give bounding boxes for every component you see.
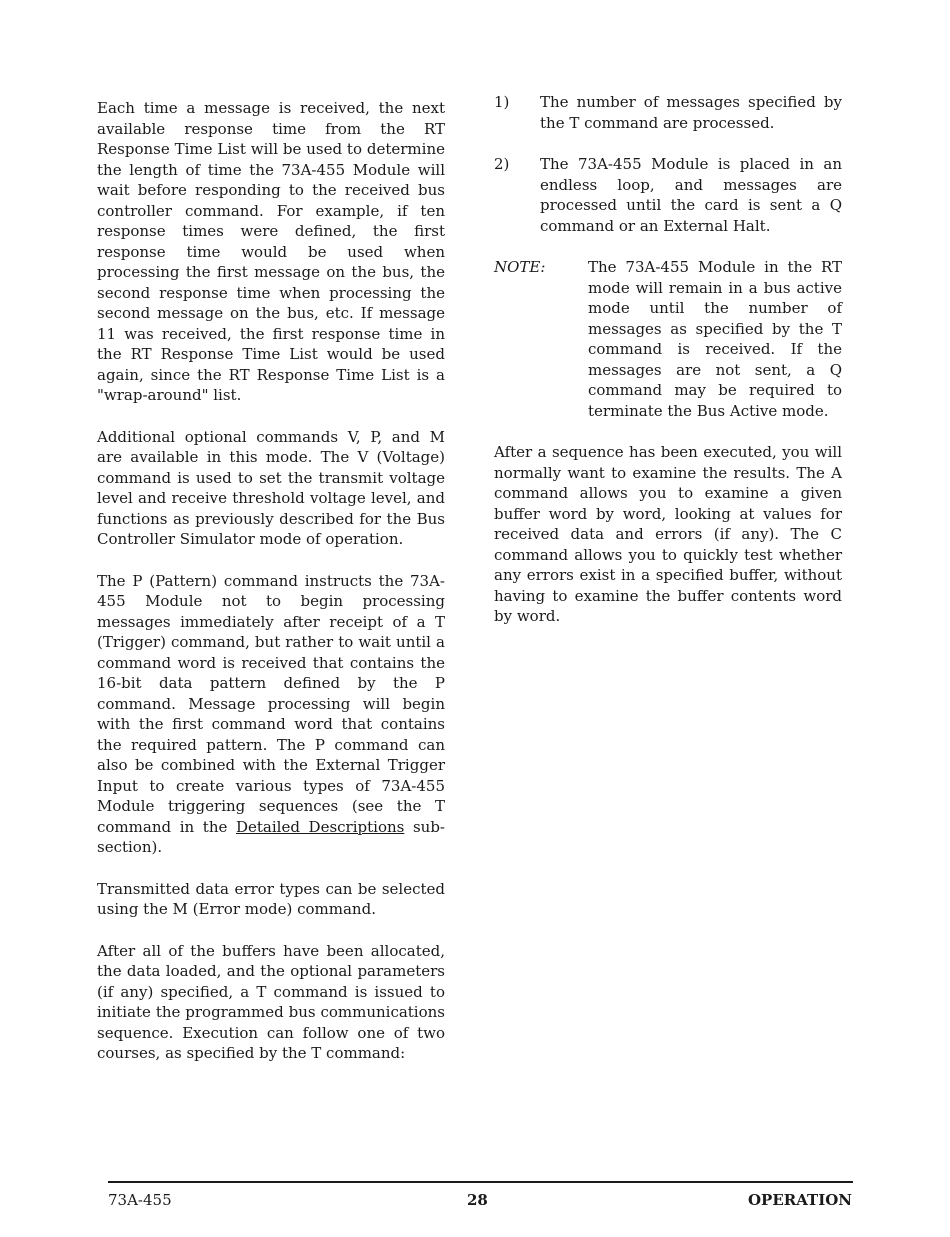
list-text: The 73A-455 Module is placed in an endless loop, and messages are processed until the card is sent a Q command or an External Halt. [540, 155, 842, 235]
detailed-descriptions-reference: Detailed Descriptions [235, 817, 405, 836]
footer-document-id: 73A-455 [108, 1191, 172, 1209]
footer-page-number: 28 [467, 1191, 488, 1209]
list-number: 2) [494, 155, 510, 173]
pattern-text-after: sub-section). [97, 817, 445, 856]
left-column [97, 98, 445, 1085]
paragraph-pattern-command [97, 571, 445, 858]
paragraph-error-mode: Transmitted data error types can be selected using the M (Error mode) command. [97, 879, 445, 918]
paragraph-examine-results: After a sequence has been executed, you will normally want to examine the results. The A command allows you to examine a given buffer word by word, looking at values for received data and errors (if any). The C command allows you to quickly test whether any errors exist in a specified buffer, without having to examine the buffer contents word by word. [494, 443, 842, 625]
note-block [494, 257, 842, 421]
list-text: The number of messages specified by the T command are processed. [540, 93, 842, 132]
paragraph-t-command: After all of the buffers have been allocated, the data loaded, and the optional parameters (if any) specified, a T command is issued to initiate the programmed bus communications sequence. Execution can follow one of two courses, as specified by the T command: [97, 941, 445, 1062]
paragraph-response-time: Each time a message is received, the next available response time from the RT Response Time List will be used to determine the length of time the 73A-455 Module will wait before responding to the received bus controller command. For example, if ten response times were defined, the first response time would be used when processing the first message on the bus, the second response time when processing the second message on the bus, etc. If message 11 was received, the first response time in the RT Response Time List would be used again, since the RT Response Time List is a "wrap-around" list. [97, 99, 445, 404]
footer-section-title: OPERATION [747, 1191, 852, 1209]
pattern-text-before: The P (Pattern) command instructs the 73A-455 Module not to begin processing messages immediately after receipt of a T (Trigger) command, but rather to wait until a command word is received that contains the 16-bit data pattern defined by the P command. Message processing will begin with the first command word that contains the required pattern. The P command can also be combined with the External Trigger Input to create various types of 73A-455 Module triggering sequences (see the T command in the [97, 571, 445, 836]
note-label: NOTE: [494, 258, 546, 276]
list-item-1 [494, 92, 842, 133]
paragraph-optional-commands: Additional optional commands V, P, and M are available in this mode. The V (Voltage) command is used to set the transmit voltage level and receive threshold voltage level, and functions as previously described for the Bus Controller Simulator mode of operation. [97, 427, 445, 548]
right-column [494, 92, 842, 648]
list-number: 1) [494, 93, 510, 111]
note-text: The 73A-455 Module in the RT mode will remain in a bus active mode until the number of messages as specified by the T command is received. If the messages are not sent, a Q command may be required to terminate the Bus Active mode. [588, 258, 842, 420]
list-item-2 [494, 154, 842, 236]
footer-divider [108, 1181, 853, 1183]
